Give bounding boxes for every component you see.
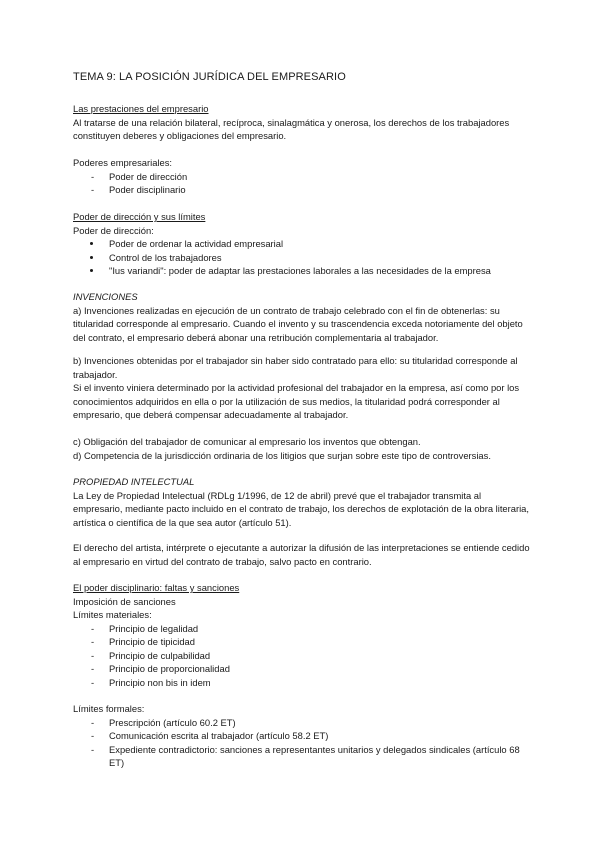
- section-invenciones-cd: [73, 435, 533, 462]
- list-item: - Poder de dirección: [73, 170, 533, 184]
- paragraph: c) Obligación del trabajador de comunicar al empresario los inventos que obtengan.: [73, 436, 421, 447]
- section-propiedad-2: [73, 541, 533, 568]
- list-item: - Principio de tipicidad: [73, 635, 533, 649]
- section-invenciones-b: [73, 354, 533, 422]
- list-item: - Expediente contradictorio: sanciones a representantes unitarios y delegados sindicales (artículo 68 ET): [73, 743, 533, 770]
- section-direccion: [73, 210, 543, 278]
- section-formales: [73, 702, 533, 770]
- materiales-list: [73, 622, 533, 690]
- list-item: Poder de ordenar la actividad empresarial: [73, 237, 543, 251]
- paragraph: La Ley de Propiedad Intelectual (RDLg 1/1996, de 12 de abril) prevé que el trabajador transmita al empresario, mediante pacto incluido en el contrato de trabajo, los derechos de explotación de la obra literaria, artística o científica de la que sea autor (artículo 51).: [73, 489, 530, 528]
- list-heading: Poderes empresariales:: [73, 157, 173, 168]
- list-item: - Principio non bis in idem: [73, 676, 533, 690]
- list-item: "Ius variandi": poder de adaptar las prestaciones laborales a las necesidades de la empresa: [73, 264, 543, 278]
- list-item: - Principio de legalidad: [73, 622, 533, 636]
- section-heading: PROPIEDAD INTELECTUAL: [73, 476, 195, 487]
- subheading: Imposición de sanciones: [73, 595, 176, 607]
- poderes-list: [73, 170, 533, 197]
- paragraph: d) Competencia de la jurisdicción ordinaria de los litigios que surjan sobre este tipo de controversias.: [73, 449, 491, 461]
- list-item: - Poder disciplinario: [73, 183, 533, 197]
- section-prestaciones: [73, 102, 533, 143]
- list-item: - Prescripción (artículo 60.2 ET): [73, 716, 533, 730]
- section-invenciones: [73, 290, 533, 344]
- paragraph: El derecho del artista, intérprete o ejecutante a autorizar la difusión de las interpretaciones se entiende cedido al empresario en virtud del contrato de trabajo, salvo pacto en contrario.: [73, 542, 530, 567]
- paragraph: a) Invenciones realizadas en ejecución de un contrato de trabajo celebrado con el fin de obtenerlas: su titularidad corresponde al empresario. Cuando el invento y su trascendencia exceda notoriamente del objeto del contrato, el empresario deberá abonar una retribución complementaria al trabajador.: [73, 304, 523, 343]
- list-heading: Límites materiales:: [73, 609, 152, 620]
- section-disciplinario: [73, 581, 533, 689]
- list-item: - Comunicación escrita al trabajador (artículo 58.2 ET): [73, 729, 533, 743]
- list-heading: Límites formales:: [73, 703, 145, 714]
- list-item: Control de los trabajadores: [73, 251, 543, 265]
- page-title: TEMA 9: LA POSICIÓN JURÍDICA DEL EMPRESARIO: [73, 71, 346, 83]
- section-heading: El poder disciplinario: faltas y sanciones: [73, 582, 240, 593]
- direccion-list: [73, 237, 543, 278]
- paragraph: Si el invento viniera determinado por la actividad profesional del trabajador en la empresa, así como por los conocimientos adquiridos en ella o por la utilización de sus medios, la titularidad podrá corresponder al empresario, que deberá compensar adecuadamente al trabajador.: [73, 382, 520, 420]
- list-item: - Principio de proporcionalidad: [73, 662, 533, 676]
- section-poderes: [73, 156, 533, 197]
- section-propiedad: [73, 475, 533, 529]
- formales-list: [73, 716, 533, 770]
- section-heading: INVENCIONES: [73, 291, 138, 302]
- list-item: - Principio de culpabilidad: [73, 649, 533, 663]
- paragraph: b) Invenciones obtenidas por el trabajador sin haber sido contratado para ello: su titularidad corresponde al trabajador.: [73, 355, 518, 380]
- section-heading: Las prestaciones del empresario: [73, 103, 209, 114]
- list-heading: Poder de dirección:: [73, 224, 154, 236]
- paragraph: Al tratarse de una relación bilateral, recíproca, sinalagmática y onerosa, los derechos de los trabajadores constituyen deberes y obligaciones del empresario.: [73, 116, 510, 141]
- section-heading: Poder de dirección y sus límites: [73, 211, 206, 222]
